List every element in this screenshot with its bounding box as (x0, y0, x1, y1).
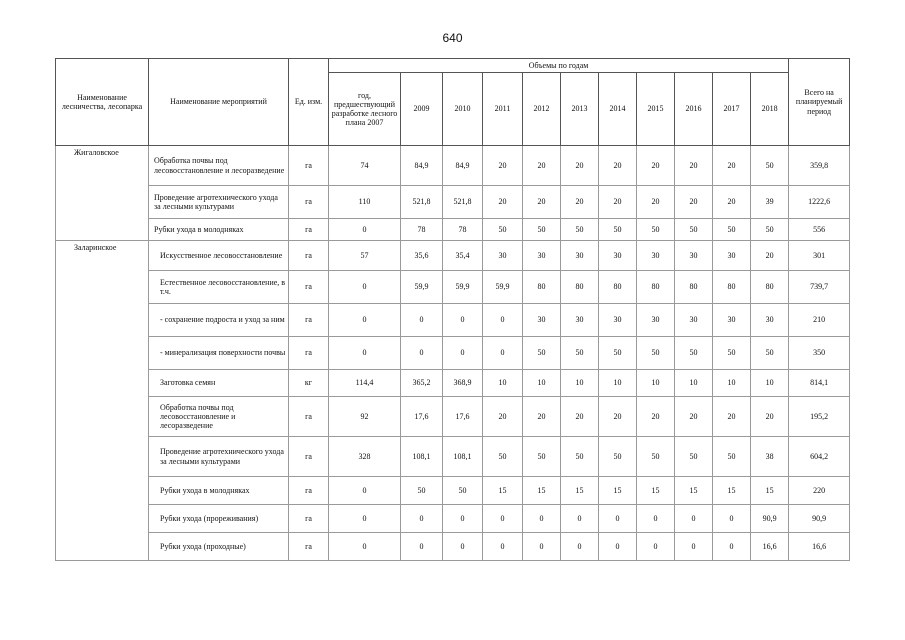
value-cell: 10 (637, 370, 675, 397)
value-cell: 0 (329, 271, 401, 304)
total-cell: 1222,6 (789, 186, 850, 219)
value-cell: 80 (675, 271, 713, 304)
value-cell: 30 (599, 241, 637, 271)
unit-cell: га (289, 304, 329, 337)
value-cell: 10 (675, 370, 713, 397)
value-cell: 10 (599, 370, 637, 397)
activity-name: Естественное лесовосстановление, в т.ч. (149, 271, 289, 304)
header-year: 2014 (599, 73, 637, 146)
value-cell: 368,9 (443, 370, 483, 397)
value-cell: 50 (523, 337, 561, 370)
value-cell: 30 (523, 241, 561, 271)
value-cell: 30 (561, 304, 599, 337)
value-cell: 10 (483, 370, 523, 397)
value-cell: 0 (443, 304, 483, 337)
value-cell: 20 (751, 241, 789, 271)
value-cell: 0 (637, 505, 675, 533)
value-cell: 0 (637, 533, 675, 561)
value-cell: 20 (599, 146, 637, 186)
value-cell: 108,1 (443, 437, 483, 477)
value-cell: 20 (523, 146, 561, 186)
value-cell: 20 (483, 186, 523, 219)
header-year: 2010 (443, 73, 483, 146)
value-cell: 110 (329, 186, 401, 219)
value-cell: 50 (483, 437, 523, 477)
unit-cell: га (289, 397, 329, 437)
value-cell: 114,4 (329, 370, 401, 397)
header-total: Всего на планируемый период (789, 59, 850, 146)
total-cell: 16,6 (789, 533, 850, 561)
total-cell: 220 (789, 477, 850, 505)
value-cell: 50 (561, 337, 599, 370)
value-cell: 50 (443, 477, 483, 505)
value-cell: 10 (713, 370, 751, 397)
value-cell: 15 (751, 477, 789, 505)
value-cell: 20 (675, 186, 713, 219)
value-cell: 20 (713, 146, 751, 186)
value-cell: 0 (523, 533, 561, 561)
table-header (56, 59, 850, 146)
value-cell: 0 (329, 304, 401, 337)
value-cell: 84,9 (443, 146, 483, 186)
value-cell: 80 (561, 271, 599, 304)
value-cell: 0 (329, 337, 401, 370)
value-cell: 0 (483, 533, 523, 561)
activity-name: - минерализация поверхности почвы (149, 337, 289, 370)
value-cell: 0 (675, 505, 713, 533)
page-number: 640 (442, 31, 463, 45)
total-cell: 210 (789, 304, 850, 337)
activity-name: Искусственное лесовосстановление (149, 241, 289, 271)
value-cell: 0 (329, 219, 401, 241)
value-cell: 30 (675, 241, 713, 271)
value-cell: 50 (675, 437, 713, 477)
unit-cell: га (289, 337, 329, 370)
value-cell: 50 (675, 337, 713, 370)
value-cell: 365,2 (401, 370, 443, 397)
table-row (56, 370, 850, 397)
total-cell: 739,7 (789, 271, 850, 304)
value-cell: 20 (523, 186, 561, 219)
value-cell: 15 (675, 477, 713, 505)
value-cell: 521,8 (443, 186, 483, 219)
forestry-name: Жигаловское (56, 146, 149, 241)
header-year: 2011 (483, 73, 523, 146)
value-cell: 20 (561, 397, 599, 437)
value-cell: 0 (713, 505, 751, 533)
value-cell: 20 (637, 186, 675, 219)
value-cell: 20 (713, 186, 751, 219)
value-cell: 0 (443, 337, 483, 370)
value-cell: 20 (561, 186, 599, 219)
value-cell: 50 (599, 219, 637, 241)
value-cell: 0 (443, 533, 483, 561)
value-cell: 328 (329, 437, 401, 477)
value-cell: 30 (713, 241, 751, 271)
header-year: 2018 (751, 73, 789, 146)
unit-cell: га (289, 241, 329, 271)
value-cell: 20 (483, 397, 523, 437)
value-cell: 30 (751, 304, 789, 337)
header-year: 2013 (561, 73, 599, 146)
header-volumes-by-year: Объемы по годам (329, 59, 789, 73)
value-cell: 50 (713, 219, 751, 241)
unit-cell: га (289, 146, 329, 186)
value-cell: 15 (599, 477, 637, 505)
value-cell: 0 (401, 533, 443, 561)
value-cell: 20 (751, 397, 789, 437)
value-cell: 59,9 (483, 271, 523, 304)
value-cell: 50 (599, 437, 637, 477)
value-cell: 20 (637, 397, 675, 437)
value-cell: 80 (523, 271, 561, 304)
value-cell: 50 (637, 219, 675, 241)
value-cell: 57 (329, 241, 401, 271)
value-cell: 30 (561, 241, 599, 271)
activity-name: Проведение агротехнического ухода за лесными культурами (149, 186, 289, 219)
value-cell: 78 (401, 219, 443, 241)
total-cell: 604,2 (789, 437, 850, 477)
forest-activities-table (55, 58, 850, 561)
value-cell: 20 (637, 146, 675, 186)
value-cell: 90,9 (751, 505, 789, 533)
total-cell: 195,2 (789, 397, 850, 437)
value-cell: 15 (561, 477, 599, 505)
unit-cell: кг (289, 370, 329, 397)
activity-name: - сохранение подроста и уход за ним (149, 304, 289, 337)
value-cell: 20 (483, 146, 523, 186)
value-cell: 0 (443, 505, 483, 533)
value-cell: 30 (675, 304, 713, 337)
value-cell: 10 (523, 370, 561, 397)
value-cell: 50 (751, 219, 789, 241)
table-row (56, 219, 850, 241)
value-cell: 10 (751, 370, 789, 397)
value-cell: 59,9 (443, 271, 483, 304)
value-cell: 50 (713, 437, 751, 477)
value-cell: 0 (483, 337, 523, 370)
header-forestry: Наименование лесничества, лесопарка (56, 59, 149, 146)
total-cell: 814,1 (789, 370, 850, 397)
table-row (56, 477, 850, 505)
value-cell: 74 (329, 146, 401, 186)
header-year: 2016 (675, 73, 713, 146)
value-cell: 0 (561, 533, 599, 561)
value-cell: 521,8 (401, 186, 443, 219)
value-cell: 0 (483, 505, 523, 533)
value-cell: 15 (637, 477, 675, 505)
activity-name: Рубки ухода (прореживания) (149, 505, 289, 533)
value-cell: 17,6 (443, 397, 483, 437)
header-base-year: год, предшествующий разработке лесного плана 2007 (329, 73, 401, 146)
value-cell: 0 (401, 304, 443, 337)
total-cell: 359,8 (789, 146, 850, 186)
value-cell: 30 (599, 304, 637, 337)
table-row (56, 186, 850, 219)
activity-name: Обработка почвы под лесовосстановление и лесоразведение (149, 146, 289, 186)
value-cell: 20 (675, 146, 713, 186)
activity-name: Рубки ухода в молодняках (149, 219, 289, 241)
value-cell: 78 (443, 219, 483, 241)
table-row (56, 304, 850, 337)
activity-name: Рубки ухода в молодняках (149, 477, 289, 505)
value-cell: 50 (561, 219, 599, 241)
total-cell: 350 (789, 337, 850, 370)
table-row (56, 241, 850, 271)
value-cell: 50 (675, 219, 713, 241)
value-cell: 50 (483, 219, 523, 241)
value-cell: 0 (523, 505, 561, 533)
value-cell: 35,4 (443, 241, 483, 271)
value-cell: 17,6 (401, 397, 443, 437)
value-cell: 50 (523, 437, 561, 477)
header-year: 2015 (637, 73, 675, 146)
activity-name: Рубки ухода (проходные) (149, 533, 289, 561)
value-cell: 50 (751, 337, 789, 370)
table-row (56, 505, 850, 533)
value-cell: 0 (329, 505, 401, 533)
value-cell: 80 (599, 271, 637, 304)
value-cell: 50 (401, 477, 443, 505)
value-cell: 0 (401, 505, 443, 533)
value-cell: 50 (561, 437, 599, 477)
unit-cell: га (289, 477, 329, 505)
value-cell: 50 (637, 437, 675, 477)
value-cell: 80 (637, 271, 675, 304)
value-cell: 20 (523, 397, 561, 437)
value-cell: 20 (561, 146, 599, 186)
value-cell: 0 (483, 304, 523, 337)
value-cell: 0 (329, 533, 401, 561)
value-cell: 38 (751, 437, 789, 477)
value-cell: 0 (713, 533, 751, 561)
total-cell: 301 (789, 241, 850, 271)
unit-cell: га (289, 186, 329, 219)
value-cell: 15 (713, 477, 751, 505)
header-unit: Ед. изм. (289, 59, 329, 146)
header-year: 2017 (713, 73, 751, 146)
total-cell: 90,9 (789, 505, 850, 533)
unit-cell: га (289, 271, 329, 304)
value-cell: 15 (523, 477, 561, 505)
header-year: 2012 (523, 73, 561, 146)
value-cell: 15 (483, 477, 523, 505)
value-cell: 30 (637, 304, 675, 337)
value-cell: 80 (751, 271, 789, 304)
value-cell: 16,6 (751, 533, 789, 561)
table-row (56, 437, 850, 477)
value-cell: 50 (713, 337, 751, 370)
value-cell: 0 (675, 533, 713, 561)
value-cell: 30 (713, 304, 751, 337)
unit-cell: га (289, 505, 329, 533)
table-row (56, 397, 850, 437)
value-cell: 80 (713, 271, 751, 304)
unit-cell: га (289, 219, 329, 241)
unit-cell: га (289, 533, 329, 561)
value-cell: 30 (523, 304, 561, 337)
table-row (56, 146, 850, 186)
header-year: 2009 (401, 73, 443, 146)
forestry-name: Заларинское (56, 241, 149, 561)
value-cell: 35,6 (401, 241, 443, 271)
activity-name: Обработка почвы под лесовосстановление и лесоразведение (149, 397, 289, 437)
activity-name: Заготовка семян (149, 370, 289, 397)
header-activity: Наименование мероприятий (149, 59, 289, 146)
table-body (56, 146, 850, 561)
value-cell: 0 (329, 477, 401, 505)
value-cell: 20 (675, 397, 713, 437)
value-cell: 39 (751, 186, 789, 219)
total-cell: 556 (789, 219, 850, 241)
value-cell: 0 (599, 533, 637, 561)
table-row (56, 271, 850, 304)
value-cell: 50 (599, 337, 637, 370)
value-cell: 50 (637, 337, 675, 370)
value-cell: 108,1 (401, 437, 443, 477)
value-cell: 0 (561, 505, 599, 533)
value-cell: 84,9 (401, 146, 443, 186)
activity-name: Проведение агротехнического ухода за лесными культурами (149, 437, 289, 477)
value-cell: 20 (599, 186, 637, 219)
value-cell: 20 (599, 397, 637, 437)
value-cell: 0 (599, 505, 637, 533)
value-cell: 30 (483, 241, 523, 271)
table-row (56, 533, 850, 561)
value-cell: 92 (329, 397, 401, 437)
value-cell: 50 (523, 219, 561, 241)
value-cell: 0 (401, 337, 443, 370)
value-cell: 20 (713, 397, 751, 437)
value-cell: 10 (561, 370, 599, 397)
unit-cell: га (289, 437, 329, 477)
value-cell: 30 (637, 241, 675, 271)
table-row (56, 337, 850, 370)
value-cell: 59,9 (401, 271, 443, 304)
value-cell: 50 (751, 146, 789, 186)
